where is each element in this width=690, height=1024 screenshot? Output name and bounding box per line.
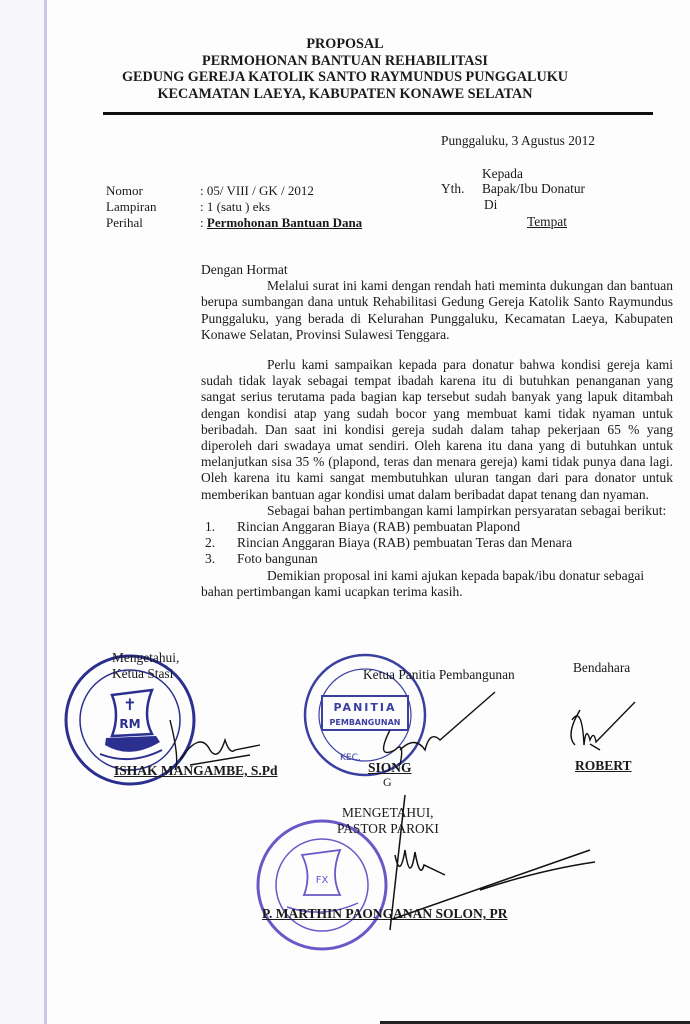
signature-robert xyxy=(560,700,640,755)
document-title xyxy=(65,36,625,102)
recipient-name: Bapak/Ibu Donatur xyxy=(482,181,586,196)
left-sign-title1: Mengetahui, xyxy=(112,650,180,665)
page-edge xyxy=(44,0,47,1024)
right-sign-name: ROBERT xyxy=(575,758,632,773)
recipient-tempat: Tempat xyxy=(527,214,567,229)
paragraph-closing: Demikian proposal ini kami ajukan kepada bapak/ibu donatur sebagai bahan pertimbangan kami ucapkan terima kasih. xyxy=(201,567,645,599)
attachment-list xyxy=(201,519,673,568)
cross-icon: ✝ xyxy=(123,695,137,714)
middle-sign-name: SIONG xyxy=(368,760,412,775)
middle-sign-title: Ketua Panitia Pembangunan xyxy=(363,667,515,682)
list-number: 1. xyxy=(205,519,216,535)
recipient-di: Di xyxy=(484,197,498,212)
recipient-yth: Yth. xyxy=(441,181,465,196)
list-number: 2. xyxy=(205,535,216,551)
meta-lampiran xyxy=(106,199,270,215)
meta-label: Lampiran xyxy=(106,199,157,214)
meta-value: : 05/ VIII / GK / 2012 xyxy=(200,183,314,198)
meta-nomor xyxy=(106,183,314,199)
greeting: Dengan Hormat xyxy=(201,262,288,277)
paragraph-intro: Melalui surat ini kami dengan rendah hati meminta dukungan dan bantuan berupa sumbangan dana untuk Rehabilitasi Gedung Gereja Katolik Santo Raymundus Punggaluku, yang berada di Kelurahan Punggaluku, Kecamatan Laeya, Kabupaten Konawe Selatan, Provinsi Sulawesi Tenggara. xyxy=(201,278,673,342)
left-sign-title2: Ketua Stasi xyxy=(112,666,174,681)
meta-perihal xyxy=(106,215,362,231)
meta-subject: Permohonan Bantuan Dana xyxy=(206,215,363,230)
signature-ishak xyxy=(140,700,270,770)
meta-value: : 1 (satu ) eks xyxy=(200,199,271,214)
bottom-sign-name: P. MARTHIN PAONGANAN SOLON, PR xyxy=(262,906,508,921)
title-line: KECAMATAN LAEYA, KABUPATEN KONAWE SELATAN xyxy=(157,85,533,102)
paragraph-attachments-intro: Sebagai bahan pertimbangan kami lampirkan persyaratan sebagai berikut: xyxy=(267,502,667,518)
list-item xyxy=(201,551,673,567)
header-rule xyxy=(103,112,653,115)
title-line: GEDUNG GEREJA KATOLIK SANTO RAYMUNDUS PUNGGALUKU xyxy=(121,69,569,85)
list-number: 3. xyxy=(205,551,216,567)
left-sign-name: ISHAK MANGAMBE, S.Pd xyxy=(114,763,278,778)
signature-siong xyxy=(370,690,500,770)
recipient-kepada: Kepada xyxy=(482,166,523,181)
stamp-box-line1: PANITIA xyxy=(333,701,397,714)
stamp-center-text: FX xyxy=(315,875,329,886)
date-line: Punggaluku, 3 Agustus 2012 xyxy=(441,133,596,148)
meta-prefix: : xyxy=(200,215,207,230)
right-sign-title: Bendahara xyxy=(573,660,631,675)
stamp-center-text: RM xyxy=(119,717,141,731)
list-item xyxy=(201,535,673,551)
middle-sign-mark: G xyxy=(383,775,392,789)
scan-margin xyxy=(0,0,44,1024)
stamp-box-line2: PEMBANGUNAN xyxy=(329,718,401,727)
paragraph-condition: Perlu kami sampaikan kepada para donatur bahwa kondisi gereja kami sudah tidak layak sebagai tempat ibadah karena itu di butuhkan penanganan yang sangat serius terutama pada bagian kap tersebut sudah banyak yang lapuk ditambah dengan kondisi atap yang sudah bocor yang membuat kami tidak nyaman untuk beribadah. Dan saat ini kondisi gereja sudah dalam tahap pekerjaan 65 % yang diperoleh dari swadaya umat sendiri. Oleh karena itu dana yang di butuhkan untuk melanjutkan sisa 35 % (plapond, teras dan menara gereja) kami tidak punya dana lagi. Oleh karena itu kami sangat membutuhkan uluran tangan dari para donator untuk memberikan bantuan agar kondisi umat dalam beribadat dapat tenang dan nyaman. xyxy=(201,357,673,502)
list-text: Rincian Anggaran Biaya (RAB) pembuatan Plapond xyxy=(237,519,521,535)
list-item xyxy=(201,519,673,535)
title-line: PROPOSAL xyxy=(306,36,384,52)
sail-icon xyxy=(302,850,340,895)
bottom-sign-title1: MENGETAHUI, xyxy=(342,805,434,820)
title-line: PERMOHONAN BANTUAN REHABILITASI xyxy=(202,52,488,69)
letter-body xyxy=(201,262,673,600)
list-text: Rincian Anggaran Biaya (RAB) pembuatan Teras dan Menara xyxy=(237,535,573,551)
meta-label: Nomor xyxy=(106,183,143,198)
meta-label: Perihal xyxy=(106,215,143,230)
list-text: Foto bangunan xyxy=(237,551,318,567)
stamp-bottom-text: KEC. xyxy=(340,753,361,763)
bottom-sign-title2: PASTOR PAROKI xyxy=(337,821,439,836)
